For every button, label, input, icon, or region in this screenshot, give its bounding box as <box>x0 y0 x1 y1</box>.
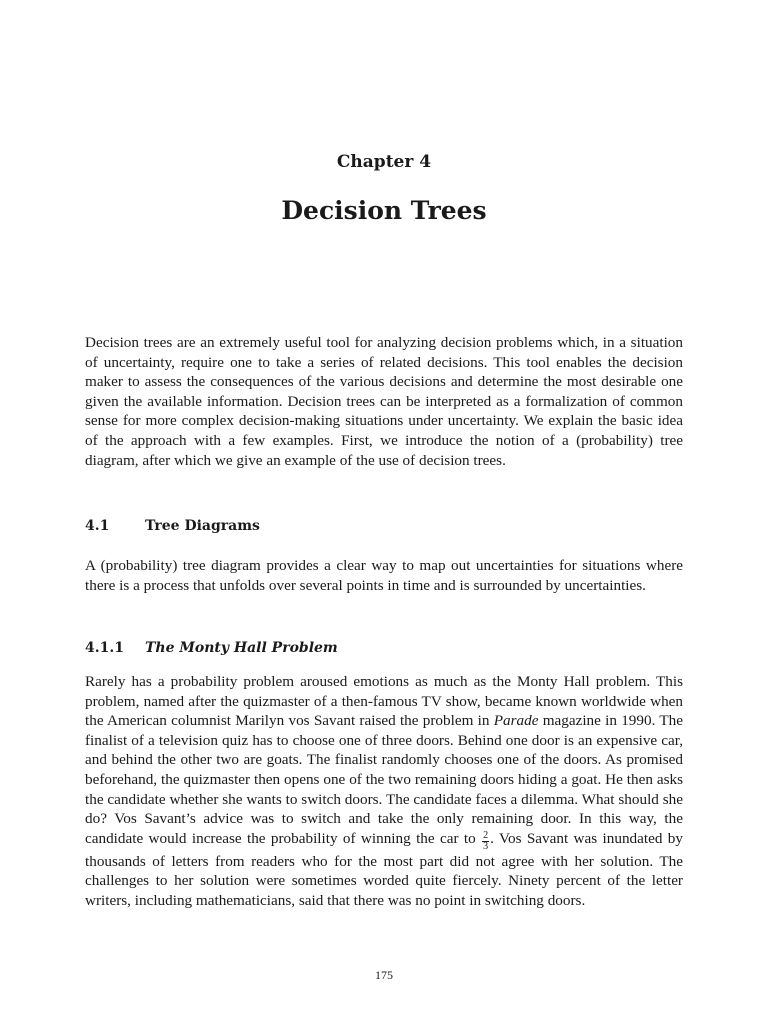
monty-text-part2: magazine in 1990. The finalist of a television quiz has to choose one of three doors. Behind one door is an expensive car, and behind the other two are goats. The finalist randomly chooses one of the doors. As promised beforehand, the quizmaster then opens one of the two remaining doors hiding a goat. He then asks the candidate whether she wants to switch doors. The candidate faces a dilemma. What should she do? Vos Savant’s advice was to switch and take the only remaining door. In this way, the candidate would increase the probability of winning the car to <box>85 712 683 847</box>
section-title: Tree Diagrams <box>145 518 260 534</box>
section-heading-4-1-1 <box>85 640 338 656</box>
section-heading-4-1 <box>85 518 260 534</box>
subsection-title: The Monty Hall Problem <box>145 640 338 656</box>
fraction-two-thirds <box>482 831 489 852</box>
tree-diagrams-paragraph: A (probability) tree diagram provides a clear way to map out uncertainties for situations where there is a process that unfolds over several points in time and is surrounded by uncertainties. <box>85 557 683 594</box>
monty-hall-paragraph <box>85 672 683 911</box>
chapter-title: Decision Trees <box>281 196 487 225</box>
section-number: 4.1 <box>85 518 110 534</box>
page-number: 175 <box>375 968 393 982</box>
fraction-denominator: 3 <box>483 840 489 852</box>
subsection-number: 4.1.1 <box>85 640 124 656</box>
chapter-label: Chapter 4 <box>336 152 432 172</box>
monty-text-part1: Rarely has a probability problem aroused emotions as much as the Monty Hall problem. This problem, named after the quizmaster of a then-famous TV show, became known worldwide when the American columnist Marilyn vos Savant raised the problem in <box>85 673 683 730</box>
intro-paragraph: Decision trees are an extremely useful tool for analyzing decision problems which, in a situation of uncertainty, require one to take a series of related decisions. This tool enables the decision maker to assess the consequences of the various decisions and determine the most desirable one given the available information. Decision trees can be interpreted as a formalization of common sense for more complex decision-making situations under uncertainty. We explain the basic idea of the approach with a few examples. First, we introduce the notion of a (probability) tree diagram, after which we give an example of the use of decision trees. <box>85 334 683 469</box>
fraction-numerator: 2 <box>483 829 489 841</box>
monty-text-part3: . Vos Savant was inundated by thousands of letters from readers who for the most part did not agree with her solution. The challenges to her solution were sometimes worded quite fiercely. Ninety percent of the letter writers, including mathematicians, said that there was no point in switching doors. <box>85 829 683 909</box>
magazine-name: Parade <box>493 712 539 730</box>
